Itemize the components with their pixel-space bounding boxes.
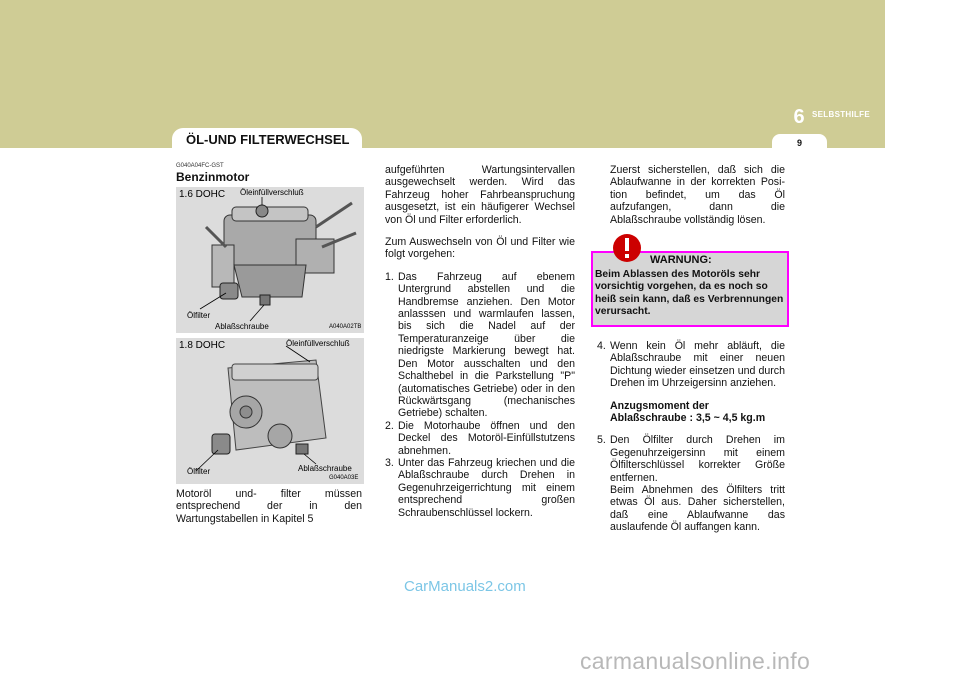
section-label: SELBSTHILFE	[812, 110, 870, 119]
list-item: 3. Unter das Fahrzeug kriechen und die Ablaßschraube durch Drehen in Gegenuhrzeigerrichtung mit einem entsprechend großen Schraubenschlüssel lockern.	[385, 456, 575, 519]
right-column-top	[597, 164, 785, 236]
engine-variant-label: 1.6 DOHC	[179, 189, 226, 200]
step-5-note: Beim Abnehmen des Ölfilters tritt etwas Öl aus. Daher sicherstellen, daß eine Ablaufwanne das auslaufende Öl auffangen kann.	[610, 484, 785, 534]
torque-value: Ablaßschraube : 3,5 ~ 4,5 kg.m	[610, 412, 766, 425]
warning-text: Beim Ablassen des Motoröls sehr vorsichtig vorgehen, da es noch so heiß sein kann, daß es Verbrennungen verursacht.	[595, 269, 784, 318]
right-column-bottom	[597, 340, 785, 534]
list-item: 5. Den Ölfilter durch Drehen im Gegenuhrzeigersinn mit einem Ölfilterschlüssel korrekter Größe entfernen. Beim Abnehmen des Ölfilters tritt etwas Öl aus. Daher sicherstellen, daß eine Ablaufwanne das auslaufende Öl auffangen kann.	[597, 434, 785, 534]
procedure-steps-continued	[597, 340, 785, 534]
figure-code: A040A02TB	[329, 324, 362, 330]
step-4-text: Wenn kein Öl mehr abläuft, die Ablaßschraube mit einer neuen Dichtung wieder einsetzen und durch Drehen im Uhrzeigersinn anziehen.	[610, 340, 785, 390]
header-band	[0, 0, 885, 148]
torque-label: Anzugsmoment der	[610, 399, 709, 412]
section-code: G040A04FC-GST	[176, 163, 224, 169]
oil-filler-cap-label: Öleinfüllverschluß	[240, 188, 304, 197]
step-5-text: Den Ölfilter durch Drehen im Gegenuhrzeigersinn mit einem Ölfilterschlüssel korrekter Größe entfernen.	[610, 434, 785, 484]
warning-title: WARNUNG:	[650, 254, 712, 266]
watermark-footer: carmanualsonline.info	[580, 648, 811, 674]
procedure-steps	[385, 271, 575, 519]
list-item: 2. Die Motorhaube öffnen und den Deckel des Motoröl-Einfüllstutzens abnehmen.	[385, 419, 575, 457]
oil-filter-label: Ölfilter	[187, 467, 211, 476]
engine-variant-label: 1.8 DOHC	[179, 340, 226, 351]
left-column-text	[176, 488, 362, 535]
section-heading: Benzinmotor	[176, 170, 250, 184]
drain-plug-label: Ablaßschraube	[215, 322, 269, 331]
engine-figure-1-6	[176, 187, 364, 333]
drain-plug-label: Ablaßschraube	[298, 464, 352, 473]
middle-column-text	[385, 164, 575, 519]
page-number: 9	[772, 134, 827, 150]
oil-filler-cap-label: Öleinfüllverschluß	[286, 339, 350, 348]
list-item: 1. Das Fahrzeug auf ebenem Untergrund abstellen und die Handbremse anziehen. Den Motor anlasssen und warmlaufen lassen, bis sich die Nadel auf der Temperaturanzeige über die niedrigste Markierung bewegt hat. Den Motor ausschalten und den Schalthebel in die Parkstellung "P" (automatisches Getriebe) oder in den Rückwärtsgang (mechanisches Getriebe) schalten.	[385, 270, 575, 420]
procedure-intro: Zum Auswechseln von Öl und Filter wie folgt vorgehen:	[385, 236, 575, 261]
page-title: ÖL-UND FILTERWECHSEL	[172, 128, 362, 150]
maintenance-paragraph: aufgeführten Wartungsintervallen ausgewechselt werden. Wird das Fahrzeug hoher Fahrbeanspruchung ausgesetzt, ist ein häufigerer Wechsel von Öl und Filter erforderlich.	[385, 164, 575, 226]
watermark-link[interactable]: CarManuals2.com	[404, 578, 526, 595]
engine-illustration	[176, 338, 364, 484]
engine-figure-1-8	[176, 338, 364, 484]
chapter-number: 6	[793, 106, 805, 128]
warning-icon	[612, 233, 642, 263]
intro-paragraph: Motoröl und- filter müssen entsprechend der in den Wartungstabellen in Kapitel 5	[176, 488, 362, 525]
list-item: 4. Wenn kein Öl mehr abläuft, die Ablaßschraube mit einer neuen Dichtung wieder einsetzen und durch Drehen im Uhrzeigersinn anziehen. Anzugsmoment der Ablaßschraube : 3,5 ~ 4,5 kg.m	[597, 340, 785, 425]
step-3-continuation: Zuerst sicherstellen, daß sich die Ablaufwanne in der korrekten Posi-tion befindet, um das Öl aufzufangen, dann die Ablaßschraube vollständig lösen.	[610, 164, 785, 226]
oil-filter-label: Ölfilter	[187, 311, 211, 320]
figure-code: G040A03E	[329, 475, 359, 481]
